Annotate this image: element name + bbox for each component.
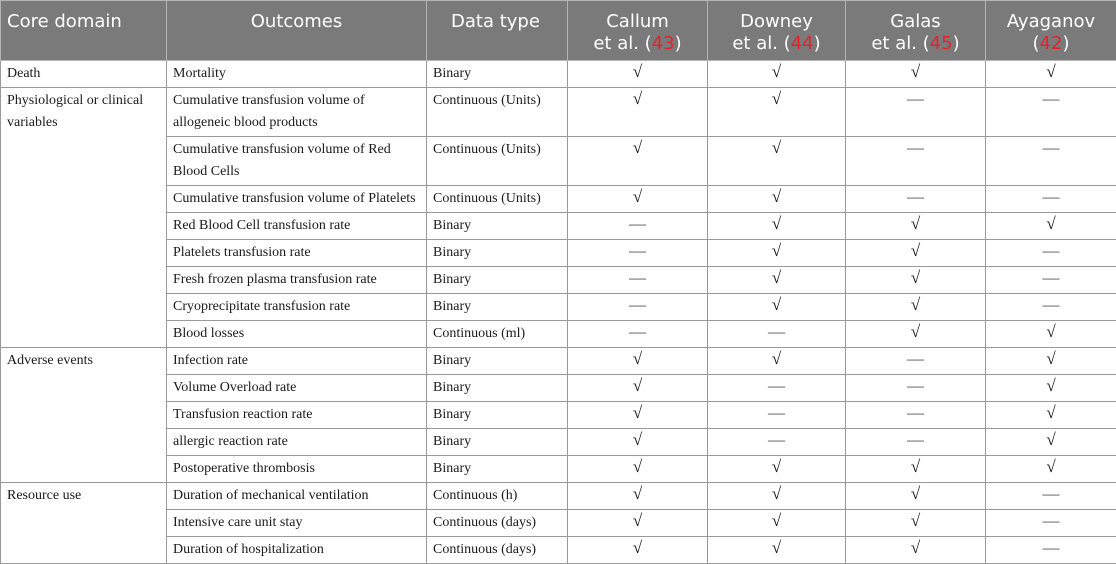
- table-row: [1, 402, 1116, 429]
- outcome-cell: Fresh frozen plasma transfusion rate: [167, 267, 427, 294]
- data-type-cell: Binary: [427, 456, 568, 483]
- header-row: [1, 1, 1116, 61]
- header-outcomes: Outcomes: [167, 1, 427, 61]
- mark-callum: √: [568, 402, 708, 429]
- table-row: [1, 375, 1116, 402]
- data-type-cell: Continuous (Units): [427, 88, 568, 137]
- outcome-cell: Cumulative transfusion volume of allogeneic blood products: [167, 88, 427, 137]
- mark-galas: √: [846, 294, 986, 321]
- header-callum-close: ): [675, 33, 682, 54]
- outcome-cell: Cryoprecipitate transfusion rate: [167, 294, 427, 321]
- table-row: [1, 61, 1116, 88]
- mark-downey: —: [708, 375, 846, 402]
- outcome-cell: Cumulative transfusion volume of Platelets: [167, 186, 427, 213]
- mark-galas: √: [846, 267, 986, 294]
- data-type-cell: Continuous (h): [427, 483, 568, 510]
- outcome-cell: Blood losses: [167, 321, 427, 348]
- mark-downey: √: [708, 267, 846, 294]
- table-row: [1, 348, 1116, 375]
- mark-callum: —: [568, 267, 708, 294]
- header-ayaganov-close: ): [1062, 33, 1069, 54]
- mark-galas: —: [846, 88, 986, 137]
- header-core-domain: Core domain: [1, 1, 167, 61]
- data-type-cell: Continuous (days): [427, 510, 568, 537]
- mark-ayaganov: √: [986, 213, 1116, 240]
- table-row: [1, 294, 1116, 321]
- mark-galas: —: [846, 375, 986, 402]
- mark-downey: √: [708, 456, 846, 483]
- table-row: [1, 213, 1116, 240]
- mark-galas: —: [846, 348, 986, 375]
- table-row: [1, 137, 1116, 186]
- table-row: [1, 186, 1116, 213]
- mark-callum: —: [568, 240, 708, 267]
- mark-callum: √: [568, 348, 708, 375]
- table-row: [1, 456, 1116, 483]
- mark-ayaganov: √: [986, 348, 1116, 375]
- data-type-cell: Binary: [427, 429, 568, 456]
- mark-ayaganov: —: [986, 88, 1116, 137]
- data-type-cell: Binary: [427, 348, 568, 375]
- mark-downey: √: [708, 213, 846, 240]
- data-type-cell: Continuous (Units): [427, 137, 568, 186]
- mark-ayaganov: √: [986, 61, 1116, 88]
- domain-physiological: Physiological or clinical variables: [1, 88, 167, 348]
- data-type-cell: Binary: [427, 240, 568, 267]
- header-ayaganov-open: (: [1033, 33, 1040, 54]
- mark-galas: —: [846, 402, 986, 429]
- mark-callum: √: [568, 537, 708, 564]
- mark-callum: —: [568, 321, 708, 348]
- data-type-cell: Continuous (ml): [427, 321, 568, 348]
- mark-downey: —: [708, 402, 846, 429]
- mark-ayaganov: —: [986, 483, 1116, 510]
- mark-ayaganov: —: [986, 267, 1116, 294]
- header-galas-etal: et al. (: [871, 33, 929, 54]
- domain-resource-use: Resource use: [1, 483, 167, 564]
- table-row: [1, 88, 1116, 137]
- ref-link-45[interactable]: 45: [930, 33, 953, 54]
- mark-ayaganov: —: [986, 240, 1116, 267]
- mark-callum: √: [568, 456, 708, 483]
- mark-galas: √: [846, 483, 986, 510]
- mark-callum: √: [568, 137, 708, 186]
- outcome-cell: Duration of hospitalization: [167, 537, 427, 564]
- mark-callum: —: [568, 213, 708, 240]
- outcome-cell: Duration of mechanical ventilation: [167, 483, 427, 510]
- table-row: [1, 240, 1116, 267]
- mark-callum: √: [568, 61, 708, 88]
- mark-callum: √: [568, 429, 708, 456]
- mark-downey: √: [708, 240, 846, 267]
- data-type-cell: Binary: [427, 294, 568, 321]
- mark-ayaganov: —: [986, 137, 1116, 186]
- data-type-cell: Continuous (days): [427, 537, 568, 564]
- ref-link-42[interactable]: 42: [1040, 33, 1063, 54]
- mark-downey: —: [708, 429, 846, 456]
- mark-callum: —: [568, 294, 708, 321]
- mark-galas: √: [846, 240, 986, 267]
- mark-downey: √: [708, 294, 846, 321]
- header-downey-etal: et al. (: [732, 33, 790, 54]
- outcome-cell: allergic reaction rate: [167, 429, 427, 456]
- outcome-cell: Postoperative thrombosis: [167, 456, 427, 483]
- mark-galas: √: [846, 213, 986, 240]
- outcome-cell: Mortality: [167, 61, 427, 88]
- table-row: [1, 537, 1116, 564]
- ref-link-44[interactable]: 44: [791, 33, 814, 54]
- header-downey-name: Downey: [740, 11, 813, 32]
- header-callum: [568, 1, 708, 61]
- outcome-cell: Volume Overload rate: [167, 375, 427, 402]
- mark-callum: √: [568, 186, 708, 213]
- table-row: [1, 483, 1116, 510]
- mark-galas: √: [846, 61, 986, 88]
- table-row: [1, 267, 1116, 294]
- header-callum-etal: et al. (: [593, 33, 651, 54]
- mark-galas: —: [846, 137, 986, 186]
- outcome-cell: Cumulative transfusion volume of Red Blood Cells: [167, 137, 427, 186]
- mark-galas: √: [846, 456, 986, 483]
- mark-downey: —: [708, 321, 846, 348]
- mark-downey: √: [708, 137, 846, 186]
- header-data-type: Data type: [427, 1, 568, 61]
- mark-callum: √: [568, 375, 708, 402]
- mark-downey: √: [708, 510, 846, 537]
- header-downey: [708, 1, 846, 61]
- outcome-cell: Infection rate: [167, 348, 427, 375]
- mark-callum: √: [568, 88, 708, 137]
- outcome-cell: Red Blood Cell transfusion rate: [167, 213, 427, 240]
- ref-link-43[interactable]: 43: [652, 33, 675, 54]
- mark-ayaganov: √: [986, 375, 1116, 402]
- mark-downey: √: [708, 348, 846, 375]
- header-callum-name: Callum: [606, 11, 669, 32]
- table-row: [1, 510, 1116, 537]
- header-downey-close: ): [814, 33, 821, 54]
- mark-ayaganov: √: [986, 429, 1116, 456]
- mark-ayaganov: √: [986, 321, 1116, 348]
- data-type-cell: Binary: [427, 375, 568, 402]
- outcome-cell: Intensive care unit stay: [167, 510, 427, 537]
- domain-adverse-events: Adverse events: [1, 348, 167, 483]
- mark-downey: √: [708, 186, 846, 213]
- header-ayaganov: [986, 1, 1116, 61]
- table-row: [1, 429, 1116, 456]
- mark-ayaganov: —: [986, 294, 1116, 321]
- data-type-cell: Binary: [427, 61, 568, 88]
- header-galas-close: ): [953, 33, 960, 54]
- table-row: [1, 321, 1116, 348]
- mark-galas: √: [846, 537, 986, 564]
- mark-ayaganov: √: [986, 456, 1116, 483]
- mark-callum: √: [568, 483, 708, 510]
- header-galas-name: Galas: [890, 11, 940, 32]
- mark-galas: —: [846, 429, 986, 456]
- header-ayaganov-name: Ayaganov: [1007, 11, 1095, 32]
- mark-ayaganov: —: [986, 186, 1116, 213]
- header-galas: [846, 1, 986, 61]
- data-type-cell: Binary: [427, 402, 568, 429]
- mark-callum: √: [568, 510, 708, 537]
- mark-galas: √: [846, 321, 986, 348]
- data-type-cell: Binary: [427, 267, 568, 294]
- outcome-cell: Platelets transfusion rate: [167, 240, 427, 267]
- mark-downey: √: [708, 537, 846, 564]
- mark-galas: √: [846, 510, 986, 537]
- mark-ayaganov: —: [986, 510, 1116, 537]
- mark-ayaganov: √: [986, 402, 1116, 429]
- mark-downey: √: [708, 483, 846, 510]
- mark-galas: —: [846, 186, 986, 213]
- domain-death: Death: [1, 61, 167, 88]
- outcome-cell: Transfusion reaction rate: [167, 402, 427, 429]
- mark-downey: √: [708, 88, 846, 137]
- data-type-cell: Continuous (Units): [427, 186, 568, 213]
- mark-ayaganov: —: [986, 537, 1116, 564]
- mark-downey: √: [708, 61, 846, 88]
- data-type-cell: Binary: [427, 213, 568, 240]
